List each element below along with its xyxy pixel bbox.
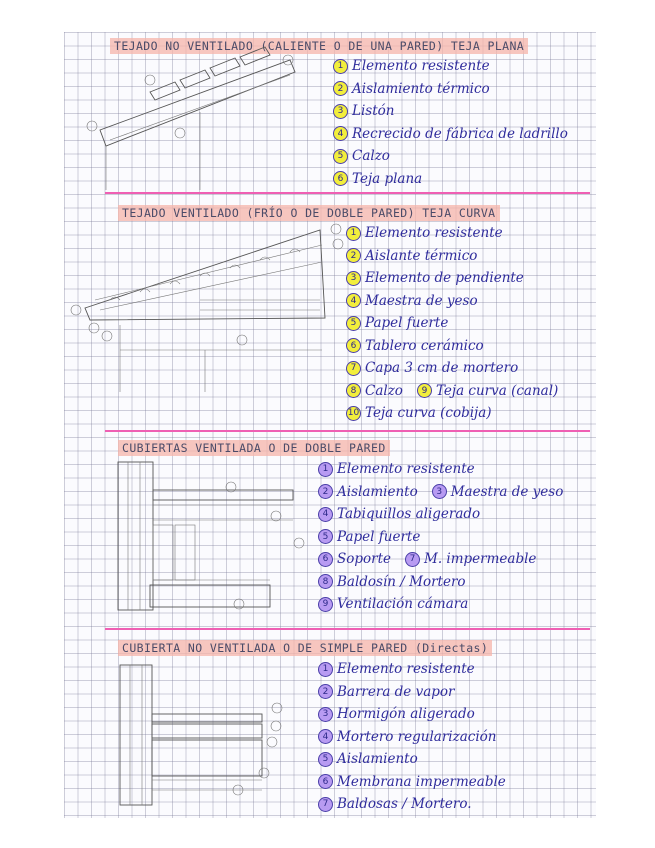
item-label: Papel fuerte [365,315,449,332]
item-number-badge: 7 [405,552,420,567]
section-title-4: CUBIERTA NO VENTILADA O DE SIMPLE PARED (Directas) [118,640,492,656]
section-title-1: TEJADO NO VENTILADO (CALIENTE O DE UNA PARED) TEJA PLANA [110,38,528,54]
item-number-badge: 8 [346,383,361,398]
sketch-tejado-ventilado [71,224,343,392]
item-number-badge: 6 [318,774,333,789]
item-number-badge: 7 [318,797,333,812]
item-number-badge: 4 [318,507,333,522]
item-number-badge: 6 [333,171,348,186]
item-label: Calzo [352,148,390,165]
item-label: Soporte [337,551,392,568]
item-label: Aislamiento [337,751,418,768]
item-number-badge: 6 [318,552,333,567]
item-label: M. impermeable [424,551,537,568]
item-number-badge: 1 [346,226,361,241]
item-label: Calzo [365,382,403,399]
item-number-badge: 7 [346,361,361,376]
sketch-tejado-no-ventilado [87,47,295,190]
item-number-badge: 5 [333,149,348,164]
item-number-badge: 10 [346,406,361,421]
item-label: Capa 3 cm de mortero [365,360,519,377]
item-number-badge: 4 [333,126,348,141]
item-label: Aislamiento [337,483,418,500]
item-label: Aislamiento térmico [352,80,490,97]
item-label: Membrana impermeable [337,773,506,790]
item-label: Elemento resistente [365,225,503,242]
item-label: Elemento de pendiente [365,270,524,287]
item-number-badge: 4 [318,729,333,744]
item-number-badge: 3 [346,271,361,286]
item-number-badge: 4 [346,293,361,308]
item-number-badge: 5 [318,752,333,767]
item-label: Recrecido de fábrica de ladrillo [352,125,568,142]
sketch-cubierta-ventilada [118,462,304,610]
sketch-cubierta-no-ventilada [120,665,282,805]
item-number-badge: 2 [333,81,348,96]
item-number-badge: 8 [318,574,333,589]
item-number-badge: 2 [346,248,361,263]
item-label: Ventilación cámara [337,596,469,613]
item-label: Listón [352,103,395,120]
item-label: Elemento resistente [337,461,475,478]
item-label: Hormigón aligerado [337,706,475,723]
item-label: Tabiquillos aligerado [337,506,481,523]
item-label: Papel fuerte [337,528,421,545]
item-number-badge: 5 [346,316,361,331]
item-number-badge: 3 [333,104,348,119]
item-label: Teja curva (canal) [435,382,559,399]
item-number-badge: 3 [432,484,447,499]
item-label: Elemento resistente [337,661,475,678]
item-label: Mortero regularización [337,728,497,745]
item-label: Tablero cerámico [365,337,484,354]
item-number-badge: 3 [318,707,333,722]
item-label: Baldosín / Mortero [337,573,466,590]
item-label: Aislante térmico [365,247,478,264]
item-label: Teja curva (cobija) [365,405,492,422]
item-number-badge: 2 [318,484,333,499]
item-label: Maestra de yeso [365,292,478,309]
item-number-badge: 6 [346,338,361,353]
item-label: Baldosas / Mortero. [337,796,472,813]
section-title-3: CUBIERTAS VENTILADA O DE DOBLE PARED [118,440,390,456]
item-number-badge: 1 [318,462,333,477]
section-title-2: TEJADO VENTILADO (FRÍO O DE DOBLE PARED) TEJA CURVA [118,205,500,221]
item-number-badge: 1 [333,59,348,74]
item-label: Maestra de yeso [450,483,564,500]
item-label: Teja plana [352,170,423,187]
item-number-badge: 2 [318,684,333,699]
item-label: Barrera de vapor [337,683,455,700]
item-label: Elemento resistente [352,58,490,75]
item-number-badge: 5 [318,529,333,544]
item-number-badge: 9 [318,597,333,612]
item-number-badge: 1 [318,662,333,677]
item-number-badge: 9 [417,383,432,398]
